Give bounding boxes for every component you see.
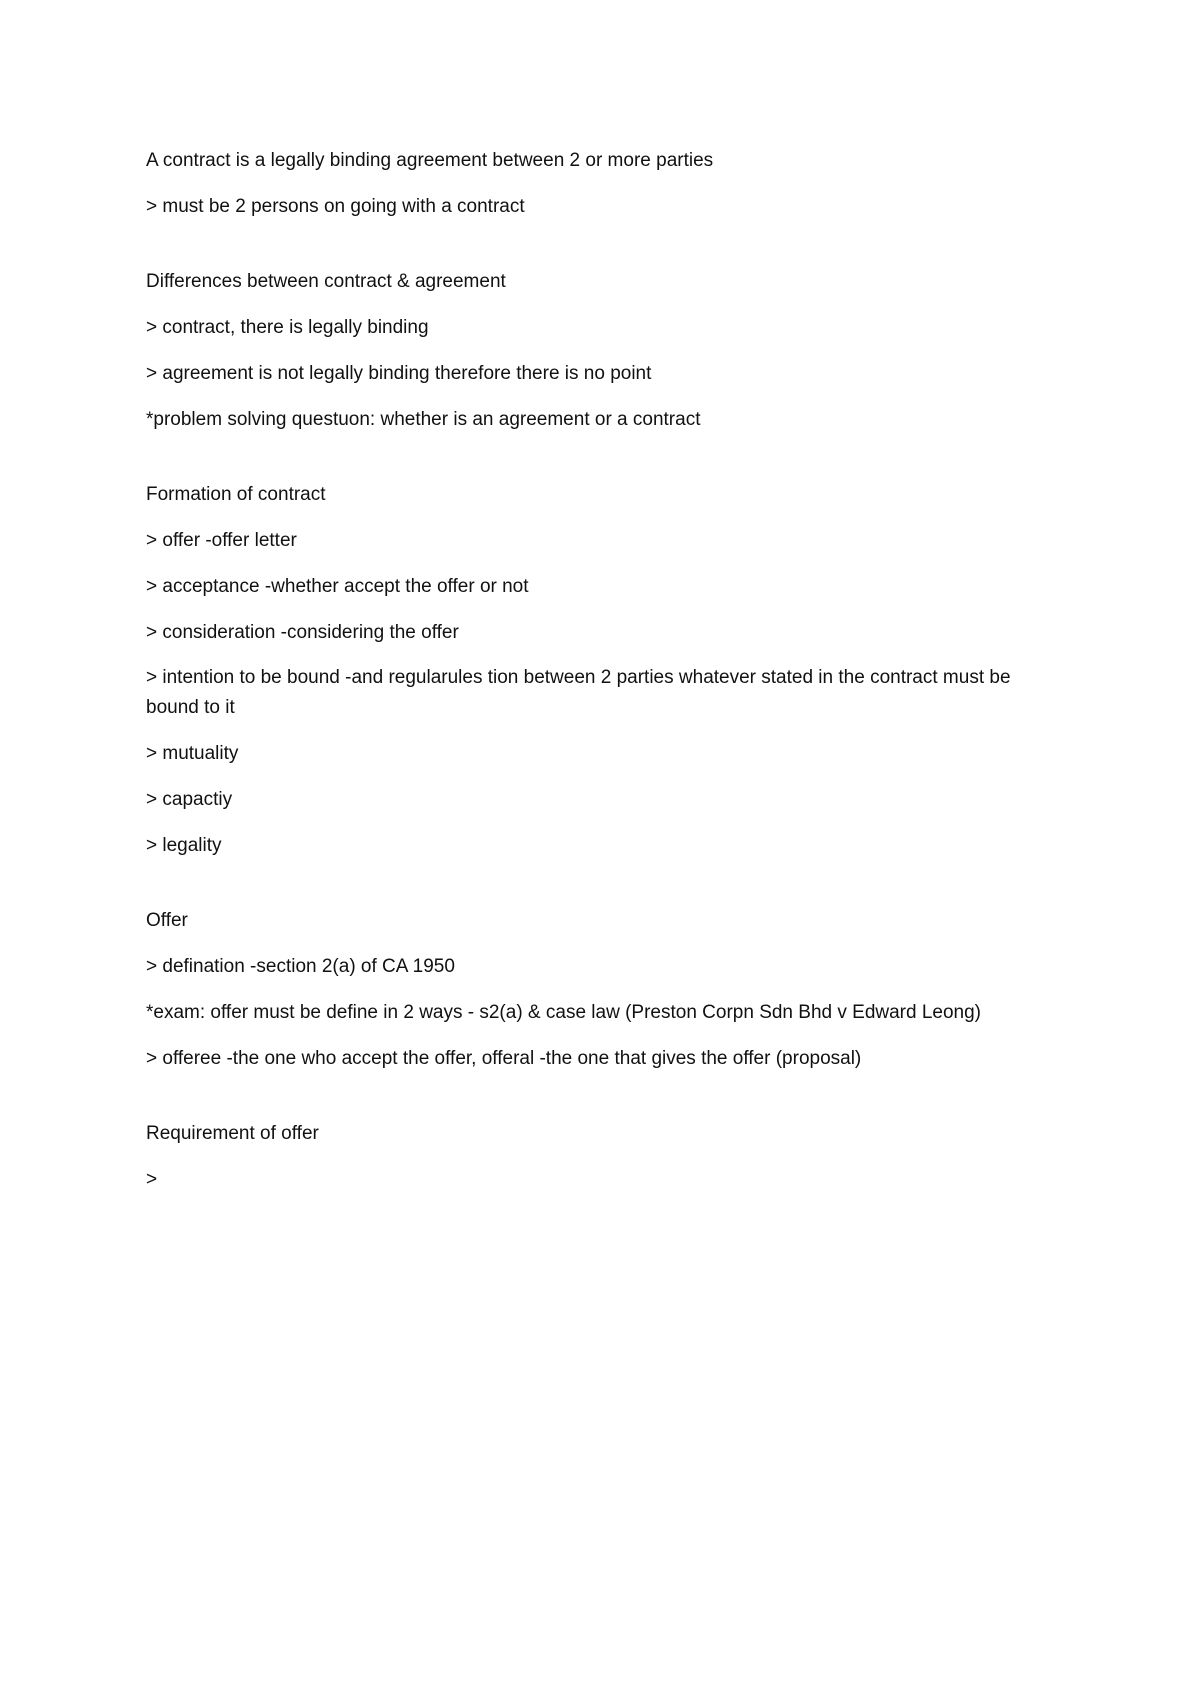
section-contract-definition — [146, 145, 1046, 222]
text-line: *exam: offer must be define in 2 ways - s2(a) & case law (Preston Corpn Sdn Bhd v Edward Leong) — [146, 1002, 982, 1023]
section-heading: Formation of contract — [146, 484, 326, 505]
text-line: A contract is a legally binding agreement between 2 or more parties — [146, 150, 714, 171]
text-line: > consideration -considering the offer — [146, 622, 459, 643]
section-requirement-of-offer — [146, 1118, 1046, 1195]
text-line: > defination -section 2(a) of CA 1950 — [146, 956, 455, 977]
text-line: > legality — [146, 835, 222, 856]
text-line: > acceptance -whether accept the offer or not — [146, 576, 529, 597]
text-line: > capactiy — [146, 789, 233, 810]
text-line: *problem solving questuon: whether is an agreement or a contract — [146, 409, 701, 430]
section-differences — [146, 266, 1046, 435]
text-line: > must be 2 persons on going with a contract — [146, 196, 525, 217]
text-line: > mutuality — [146, 743, 239, 764]
text-line: > offer -offer letter — [146, 530, 297, 551]
document-body — [146, 145, 1046, 1239]
section-heading: Offer — [146, 910, 188, 931]
text-line: > agreement is not legally binding therefore there is no point — [146, 363, 652, 384]
section-offer — [146, 905, 1046, 1074]
text-line: > — [146, 1169, 158, 1190]
text-line: > offeree -the one who accept the offer, offeral -the one that gives the offer (proposal) — [146, 1048, 862, 1069]
section-heading: Requirement of offer — [146, 1123, 319, 1144]
section-formation — [146, 479, 1046, 861]
section-heading: Differences between contract & agreement — [146, 271, 506, 292]
text-line: > intention to be bound -and regularules tion between 2 parties whatever stated in the contract must be bound to it — [146, 667, 1011, 718]
text-line: > contract, there is legally binding — [146, 317, 429, 338]
